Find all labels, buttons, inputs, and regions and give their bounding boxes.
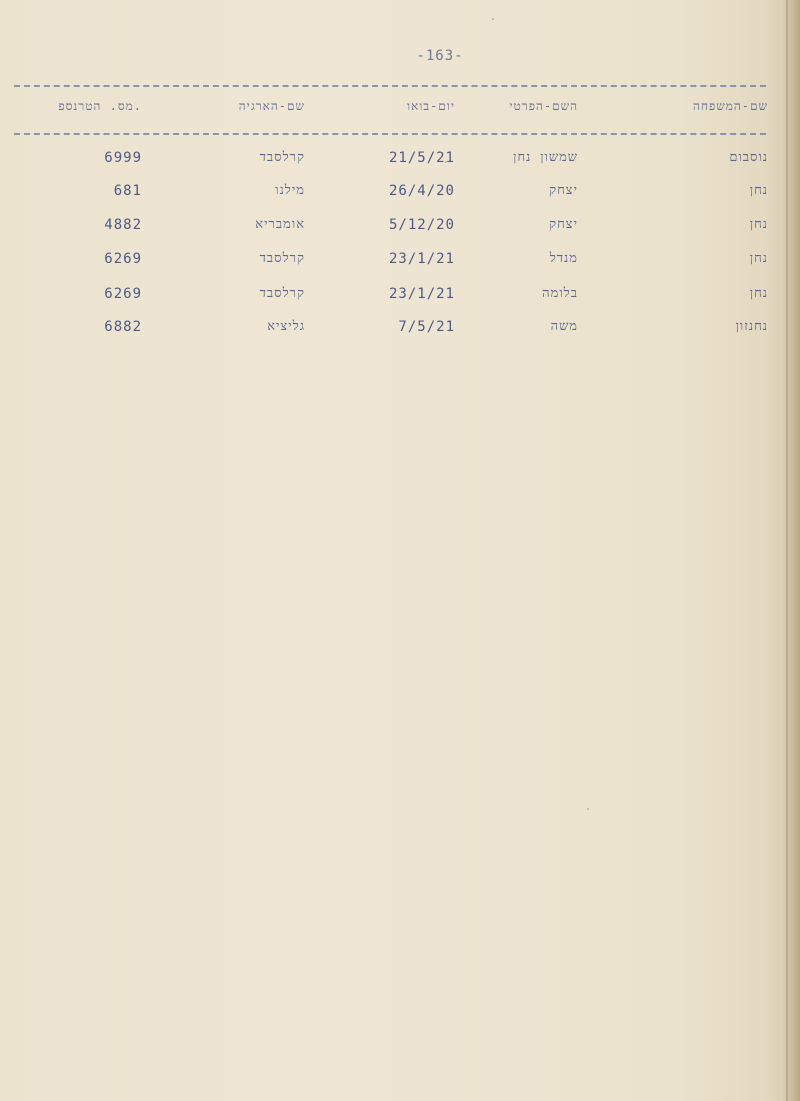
cell-place: מילנו: [275, 183, 305, 198]
table-row: [0, 215, 800, 239]
cell-transport-number: 6269: [104, 286, 142, 302]
cell-arrival-date: 21/5/21: [388, 150, 455, 166]
cell-arrival-date: 23/1/21: [388, 251, 455, 267]
cell-first-name: שמשון נחן: [513, 150, 578, 165]
page-number: -163-: [416, 48, 464, 64]
cell-place: גליציא: [267, 319, 305, 334]
cell-first-name: בלומה: [542, 286, 578, 301]
cell-transport-number: 681: [113, 183, 142, 199]
header-bottom-rule: [14, 133, 766, 135]
table-row: [0, 249, 800, 273]
cell-arrival-date: 5/12/20: [388, 217, 455, 233]
table-header: [0, 96, 800, 120]
cell-arrival-date: 23/1/21: [388, 286, 455, 302]
cell-first-name: מנדל: [549, 251, 578, 266]
header-transport-number: מס. הטרנספ.: [58, 99, 142, 113]
header-top-rule: [14, 85, 766, 87]
cell-first-name: יצחק: [549, 183, 578, 198]
cell-family-name: נחן: [749, 286, 768, 301]
cell-family-name: נחן: [749, 217, 768, 232]
header-arrival-date: יום-בואו: [406, 99, 455, 113]
header-place: שם-הארגיה: [238, 99, 305, 113]
cell-transport-number: 6269: [104, 251, 142, 267]
cell-first-name: יצחק: [549, 217, 578, 232]
header-family-name: שם-המשפחה: [692, 99, 768, 113]
cell-transport-number: 4882: [104, 217, 142, 233]
cell-arrival-date: 7/5/21: [398, 319, 455, 335]
header-first-name: השם-הפרטי: [509, 99, 578, 113]
cell-family-name: נחן: [749, 251, 768, 266]
paper-speck: [587, 808, 589, 810]
cell-transport-number: 6999: [104, 150, 142, 166]
cell-family-name: נוסבום: [729, 150, 768, 165]
table-row: [0, 284, 800, 308]
cell-place: קרלסבד: [259, 150, 305, 165]
cell-family-name: נחן: [749, 183, 768, 198]
paper-speck: [445, 161, 447, 163]
table-row: [0, 317, 800, 341]
cell-family-name: נחנזון: [735, 319, 768, 334]
cell-transport-number: 6882: [104, 319, 142, 335]
cell-place: קרלסבד: [259, 286, 305, 301]
cell-place: קרלסבד: [259, 251, 305, 266]
table-row: [0, 181, 800, 205]
cell-first-name: משה: [550, 319, 578, 334]
table-row: [0, 148, 800, 172]
paper-speck: [492, 18, 494, 20]
cell-arrival-date: 26/4/20: [388, 183, 455, 199]
cell-place: אומבריא: [255, 217, 305, 232]
